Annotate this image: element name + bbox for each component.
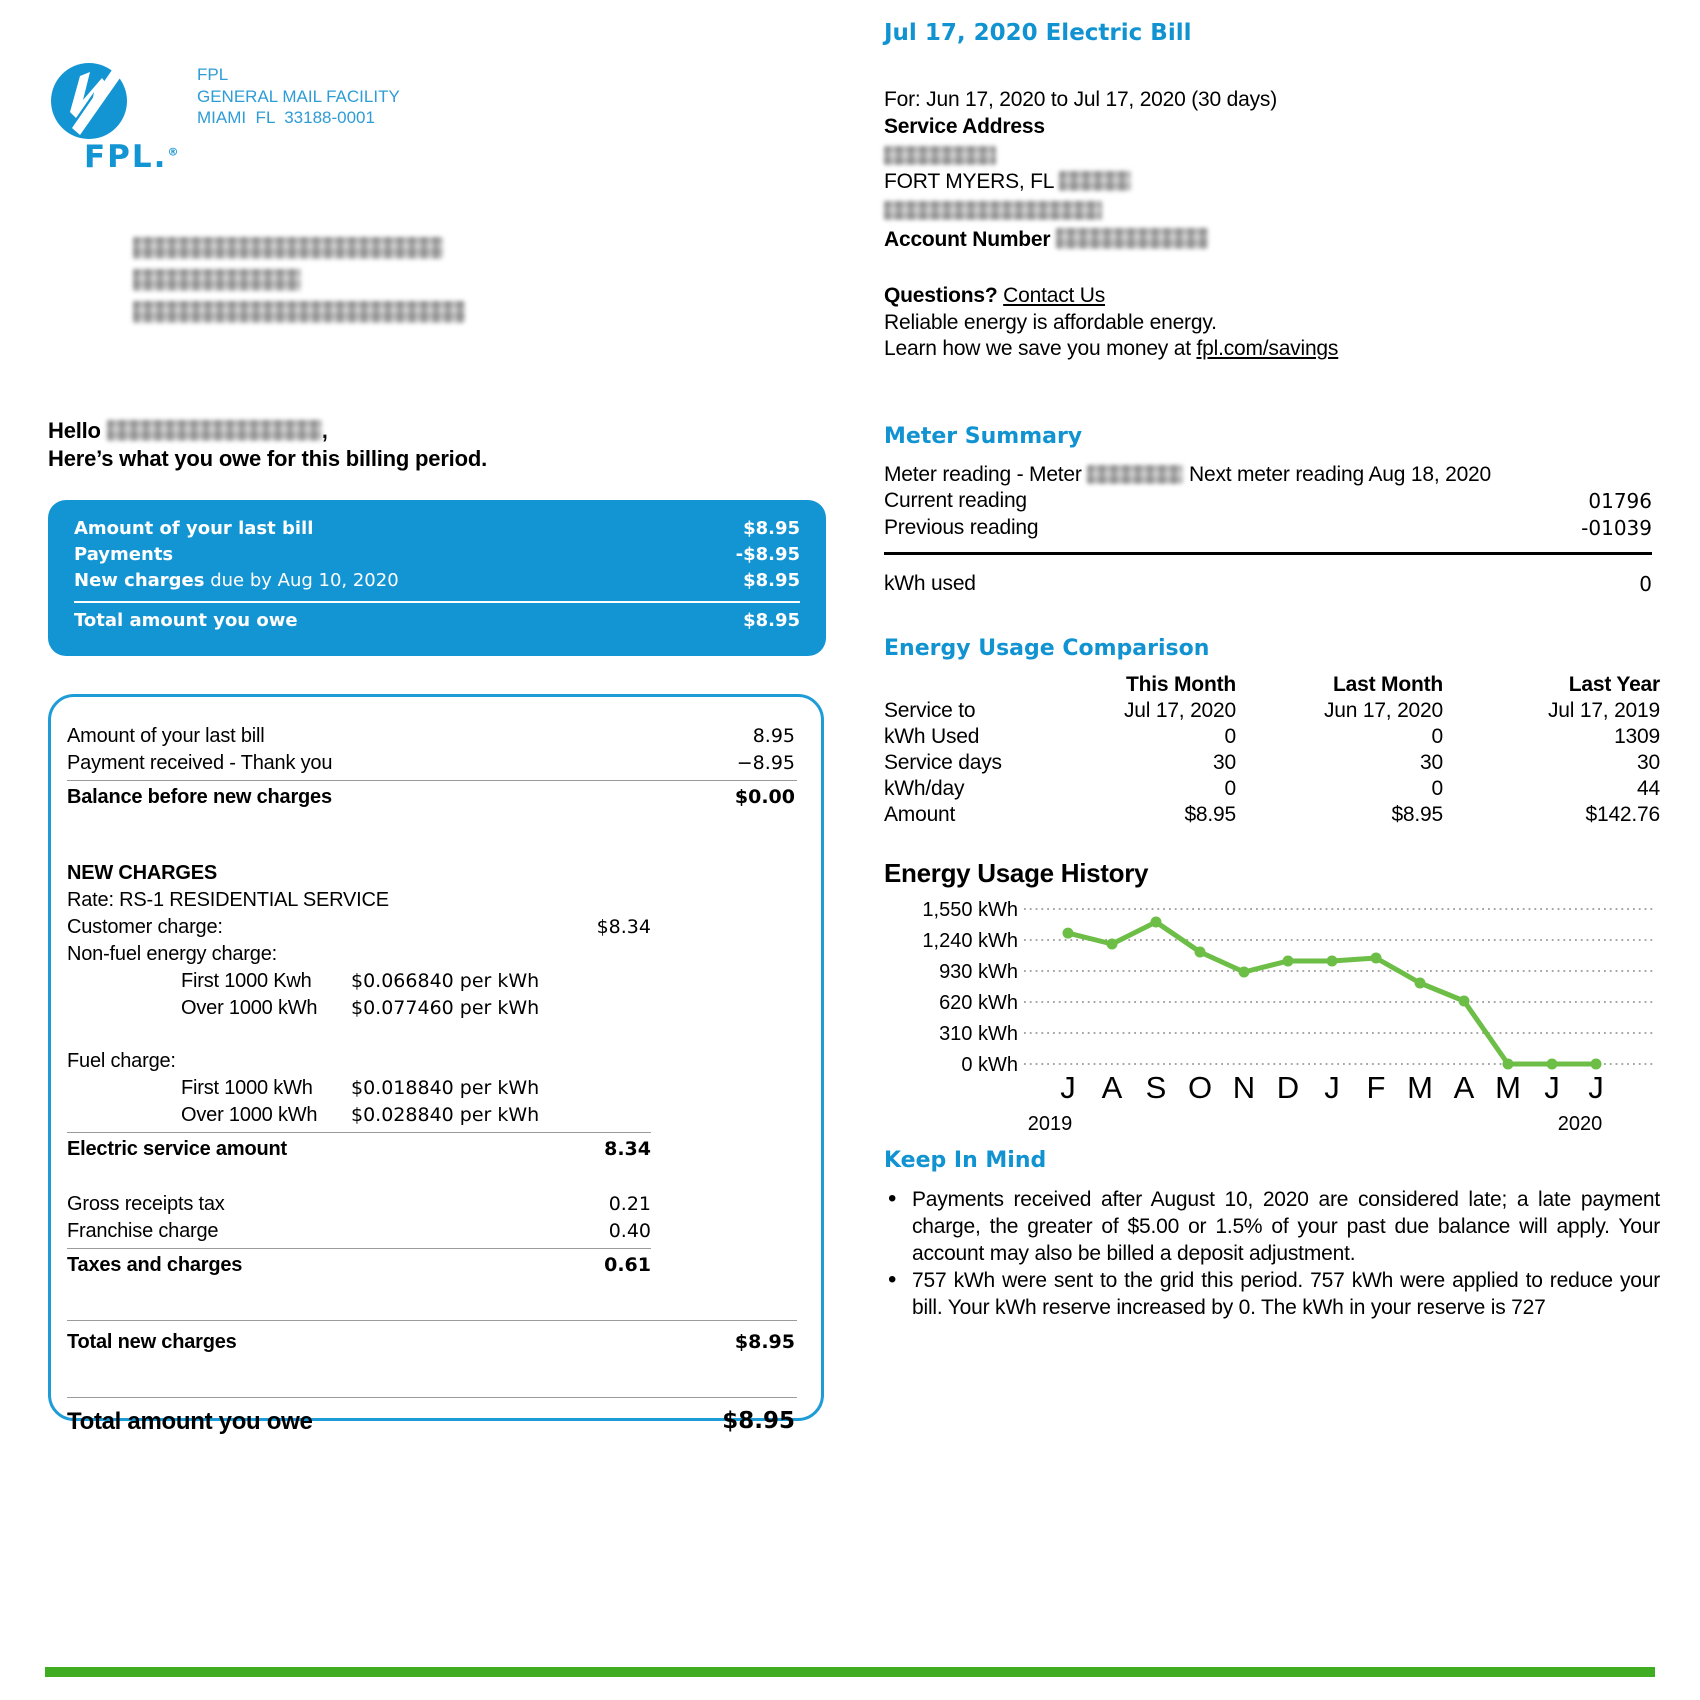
questions-line: Questions? Contact Us	[884, 284, 1106, 307]
cmp-corner-cell	[884, 672, 1046, 698]
usage-data-point	[1195, 947, 1206, 958]
customer-charge-row: Customer charge: $8.34	[67, 916, 651, 938]
usage-line	[1068, 922, 1596, 1064]
bill-title: Jul 17, 2020 Electric Bill	[884, 20, 1192, 46]
contact-us-link[interactable]: Contact Us	[1003, 284, 1106, 307]
gross-tax-row: Gross receipts tax 0.21	[67, 1193, 651, 1215]
meter-summary-heading: Meter Summary	[884, 424, 1083, 449]
cmp-cell: $8.95	[1184, 803, 1236, 826]
footer-green-bar	[45, 1667, 1655, 1677]
fuel-heading: Fuel charge:	[67, 1050, 176, 1072]
return-address-line: MIAMI FL 33188-0001	[197, 108, 375, 127]
kwh-used-row: kWh used 0	[884, 572, 1652, 596]
fuel-first-row: First 1000 kWh $0.018840 per kWh	[181, 1077, 540, 1099]
cmp-cell: 0	[1431, 777, 1443, 800]
fpl-logo-icon	[50, 62, 128, 140]
service-address-label: Service Address	[884, 115, 1045, 138]
cmp-cell: Jul 17, 2020	[1123, 699, 1236, 722]
keep-in-mind-bullet: • 757 kWh were sent to the grid this period. 757 kWh were applied to reduce your bill. Your kWh reserve increased by 0. The kWh in your reserve is 727	[884, 1267, 1660, 1321]
cmp-row-label: kWh/day	[884, 777, 965, 800]
fpl-wordmark: FPL.®	[84, 139, 179, 175]
savings-line: Learn how we save you money at fpl.com/savings	[884, 337, 1339, 360]
detail-rule-5	[67, 1397, 797, 1398]
keep-in-mind-heading: Keep In Mind	[884, 1148, 1047, 1173]
usage-history-chart	[884, 890, 1660, 1145]
keep-in-mind-list	[884, 1186, 1660, 1321]
y-axis-tick-label: 310 kWh	[939, 1023, 1018, 1045]
x-axis-month-label: F	[1366, 1070, 1386, 1105]
y-axis-tick-label: 1,240 kWh	[922, 930, 1018, 952]
amount-summary-box	[48, 500, 826, 656]
service-street-redacted	[884, 146, 996, 165]
usage-data-point	[1283, 956, 1294, 967]
return-address	[197, 64, 400, 129]
x-axis-year-start-label: 2019	[1027, 1113, 1073, 1135]
previous-reading-row: Previous reading -01039	[884, 516, 1652, 540]
recipient-address-redacted	[133, 237, 465, 323]
recipient-street-redacted	[133, 269, 301, 291]
meter-summary-rule	[884, 552, 1652, 555]
nonfuel-over-row: Over 1000 kWh $0.077460 per kWh	[181, 997, 540, 1019]
greeting: Hello , Here’s what you owe for this billing period.	[48, 418, 487, 471]
detail-rule-3	[67, 1248, 651, 1249]
x-axis-month-label: J	[1324, 1070, 1340, 1105]
x-axis-month-label: S	[1145, 1070, 1167, 1105]
meter-number-redacted	[1087, 465, 1183, 484]
franchise-row: Franchise charge 0.40	[67, 1220, 651, 1242]
x-axis-month-label: M	[1495, 1070, 1521, 1105]
cmp-cell: $142.76	[1585, 803, 1660, 826]
y-axis-tick-label: 930 kWh	[939, 961, 1018, 983]
x-axis-month-label: D	[1276, 1070, 1300, 1105]
usage-data-point	[1415, 978, 1426, 989]
cmp-cell: 30	[1637, 751, 1660, 774]
service-city-line: FORT MYERS, FL	[884, 168, 1660, 195]
billing-period: For: Jun 17, 2020 to Jul 17, 2020 (30 days)	[884, 88, 1277, 111]
cmp-cell: $8.95	[1391, 803, 1443, 826]
y-axis-tick-label: 1,550 kWh	[922, 899, 1018, 921]
detail-rule-2	[67, 1132, 651, 1133]
tagline: Reliable energy is affordable energy.	[884, 311, 1217, 334]
usage-data-point	[1591, 1059, 1602, 1070]
new-charges-heading: NEW CHARGES	[67, 862, 218, 884]
detail-balance-row: Balance before new charges $0.00	[67, 786, 795, 808]
y-axis-tick-label: 0 kWh	[961, 1054, 1018, 1076]
summary-total-row: Total amount you owe $8.95	[74, 610, 800, 631]
cmp-cell: Jun 17, 2020	[1323, 699, 1443, 722]
usage-comparison-table	[884, 672, 1660, 828]
detail-payment-row: Payment received - Thank you −8.95	[67, 752, 795, 774]
cmp-cell: 0	[1431, 725, 1443, 748]
detail-rule-1	[67, 780, 797, 781]
usage-data-point	[1327, 956, 1338, 967]
account-number-line: Account Number	[884, 226, 1660, 253]
y-axis-tick-label: 620 kWh	[939, 992, 1018, 1014]
total-new-row: Total new charges $8.95	[67, 1331, 795, 1353]
x-axis-month-label: N	[1232, 1070, 1256, 1105]
cmp-cell: 30	[1420, 751, 1443, 774]
usage-data-point	[1107, 939, 1118, 950]
account-number-redacted	[1056, 228, 1208, 249]
detail-last-bill-row: Amount of your last bill 8.95	[67, 725, 795, 747]
x-axis-month-label: A	[1101, 1070, 1123, 1105]
greeting-name-redacted	[107, 420, 322, 441]
cmp-cell: 44	[1637, 777, 1660, 800]
greeting-line2: Here’s what you owe for this billing period.	[48, 446, 487, 471]
usage-data-point	[1503, 1059, 1514, 1070]
keep-in-mind-bullet: • Payments received after August 10, 2020 are considered late; a late payment charge, the greater of $5.00 or 1.5% of your past due balance will apply. Your account may also be billed a deposit adjustment.	[884, 1186, 1660, 1267]
meter-reading-line: Meter reading - Meter Next meter reading Aug 18, 2020	[884, 463, 1492, 486]
usage-data-point	[1063, 928, 1074, 939]
cmp-cell: Jul 17, 2019	[1547, 699, 1660, 722]
service-zip-redacted	[1059, 171, 1131, 191]
cmp-row-label: Service to	[884, 699, 976, 722]
usage-history-heading: Energy Usage History	[884, 858, 1149, 888]
nonfuel-heading: Non-fuel energy charge:	[67, 943, 277, 965]
cmp-cell: 0	[1224, 725, 1236, 748]
cmp-cell: 30	[1213, 751, 1236, 774]
usage-data-point	[1371, 953, 1382, 964]
usage-comparison-heading: Energy Usage Comparison	[884, 636, 1210, 661]
current-reading-row: Current reading 01796	[884, 489, 1652, 513]
charges-detail-box	[48, 694, 824, 1435]
cmp-row-label: kWh Used	[884, 725, 980, 748]
x-axis-year-end-label: 2020	[1557, 1113, 1603, 1135]
fuel-over-row: Over 1000 kWh $0.028840 per kWh	[181, 1104, 540, 1126]
total-owe-row: Total amount you owe $8.95	[67, 1408, 795, 1435]
x-axis-month-label: O	[1187, 1070, 1213, 1105]
recipient-city-redacted	[133, 301, 465, 323]
cmp-row-label: Amount	[884, 803, 956, 826]
x-axis-month-label: J	[1588, 1070, 1604, 1105]
recipient-name-redacted	[133, 237, 443, 259]
summary-divider	[74, 601, 800, 603]
summary-new-charges-row: New charges due by Aug 10, 2020 $8.95	[74, 570, 800, 591]
nonfuel-first-row: First 1000 Kwh $0.066840 per kWh	[181, 970, 540, 992]
email-redacted	[884, 201, 1102, 220]
usage-data-point	[1151, 917, 1162, 928]
usage-data-point	[1547, 1059, 1558, 1070]
savings-link[interactable]: fpl.com/savings	[1196, 337, 1339, 360]
x-axis-month-label: A	[1453, 1070, 1475, 1105]
summary-payments-row: Payments -$8.95	[74, 544, 800, 565]
cmp-col-last-year: Last Year	[1568, 673, 1660, 696]
cmp-row-label: Service days	[884, 751, 1002, 774]
cmp-col-this-month: This Month	[1126, 673, 1236, 696]
detail-rule-4	[67, 1320, 797, 1321]
x-axis-month-label: J	[1544, 1070, 1560, 1105]
x-axis-month-label: J	[1060, 1070, 1076, 1105]
electric-service-row: Electric service amount 8.34	[67, 1138, 651, 1160]
registered-mark: ®	[167, 145, 179, 159]
return-address-line: FPL	[197, 65, 229, 84]
usage-data-point	[1459, 996, 1470, 1007]
rate-line: Rate: RS-1 RESIDENTIAL SERVICE	[67, 889, 389, 911]
cmp-cell: 0	[1224, 777, 1236, 800]
cmp-col-last-month: Last Month	[1333, 673, 1443, 696]
return-address-line: GENERAL MAIL FACILITY	[197, 86, 400, 106]
usage-data-point	[1239, 967, 1250, 978]
x-axis-month-label: M	[1407, 1070, 1433, 1105]
summary-last-bill-row: Amount of your last bill $8.95	[74, 518, 800, 539]
taxes-total-row: Taxes and charges 0.61	[67, 1254, 651, 1276]
cmp-cell: 1309	[1614, 725, 1660, 748]
